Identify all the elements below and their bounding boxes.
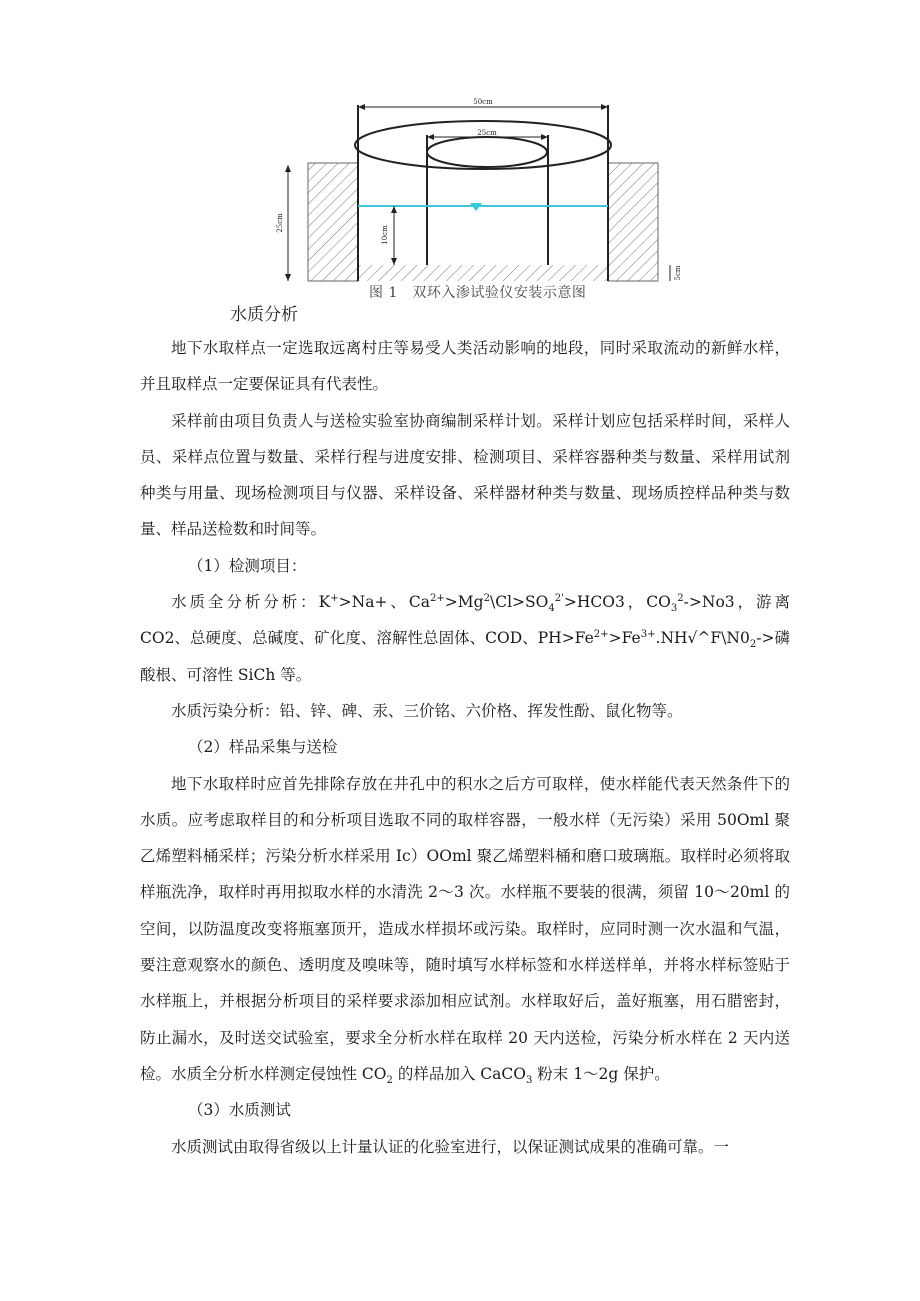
subheading: （1）检测项目： bbox=[188, 556, 307, 575]
paragraph: 水质测试由取得省级以上计量认证的化验室进行，以保证测试成果的准确可靠。一 bbox=[171, 1137, 730, 1156]
soil-bottom bbox=[358, 265, 608, 281]
dim-50-label: 50cm bbox=[473, 98, 493, 106]
paragraph: 水质污染分析：铅、锌、碑、汞、三价铭、六价格、挥发性酚、鼠化物等。 bbox=[171, 701, 683, 720]
figure-caption: 图 1 双环入渗试验仪安装示意图 bbox=[369, 285, 587, 301]
dim-bottom-label: 5cm bbox=[674, 265, 682, 281]
subheading: （3）水质测试 bbox=[188, 1101, 291, 1120]
section-title: 水质分析 bbox=[230, 305, 298, 325]
paragraph: 采样前由项目负责人与送检实验室协商编制采样计划。采样计划应包括采样时间，采样人员、采样点位置与数量、采样行程与进度安排、检测项目、采样容器种类与数量、采样用试剂种类与用量、现场检测项目与仪器、采样设备、采样器材种类与数量、现场质控样品种类与数量、样品送检数和时间等。 bbox=[140, 411, 790, 539]
diagram-svg bbox=[270, 95, 690, 310]
soil-right bbox=[608, 163, 658, 281]
subheading: （2）样品采集与送检 bbox=[188, 738, 338, 757]
dim-depth-label: 25cm bbox=[276, 213, 284, 233]
inner-ring bbox=[427, 137, 547, 167]
soil-left bbox=[308, 163, 358, 281]
dim-water-label: 10cm bbox=[381, 225, 389, 245]
paragraph-analysis-items: 水质全分析分析：K+>Na+、$Ca^{2+}>Mg^2\backslash Cl>SO_4^{2'}>HCO3$，$CO_3^2->No3$，游离 CO2、总硬度、总碱度、矿化度、溶解性总固体、COD、$PH>Fe^{2+}>Fe^{3+}.NH√\^{}F\backslash N0_2->$磷酸根、可溶性 SiCh 等。 bbox=[140, 592, 790, 684]
document-body bbox=[140, 330, 790, 1165]
dim-25-label: 25cm bbox=[477, 129, 497, 137]
double-ring-infiltrometer-diagram bbox=[270, 95, 690, 310]
paragraph-sampling: 地下水取样时应首先排除存放在井孔中的积水之后方可取样，使水样能代表天然条件下的水质。应考虑取样目的和分析项目选取不同的取样容器，一般水样（无污染）采用 50Oml 聚乙烯塑料桶采样；污染分析水样采用 Ic）OOml 聚乙烯塑料桶和磨口玻璃瓶。取样时必须将取样瓶洗净，取样时再用拟取水样的水清洗 2～3 次。水样瓶不要装的很满，须留 10～20ml 的空间，以防温度改变将瓶塞顶开，造成水样损坏或污染。取样时，应同时测一次水温和气温，要注意观察水的颜色、透明度及嗅味等，随时填写水样标签和水样送样单，并将水样标签贴于水样瓶上，并根据分析项目的采样要求添加相应试剂。水样取好后，盖好瓶塞，用石腊密封，防止漏水，及时送交试验室，要求全分析水样在取样 20 天内送检，污染分析水样在 2 天内送检。水质全分析水样测定侵蚀性 $CO_2$ 的样品加入 CaCO$_3$ 粉末 1～2g 保护。 bbox=[140, 774, 790, 1087]
paragraph: 地下水取样点一定选取远离村庄等易受人类活动影响的地段，同时采取流动的新鲜水样，并且取样点一定要保证具有代表性。 bbox=[140, 339, 790, 394]
